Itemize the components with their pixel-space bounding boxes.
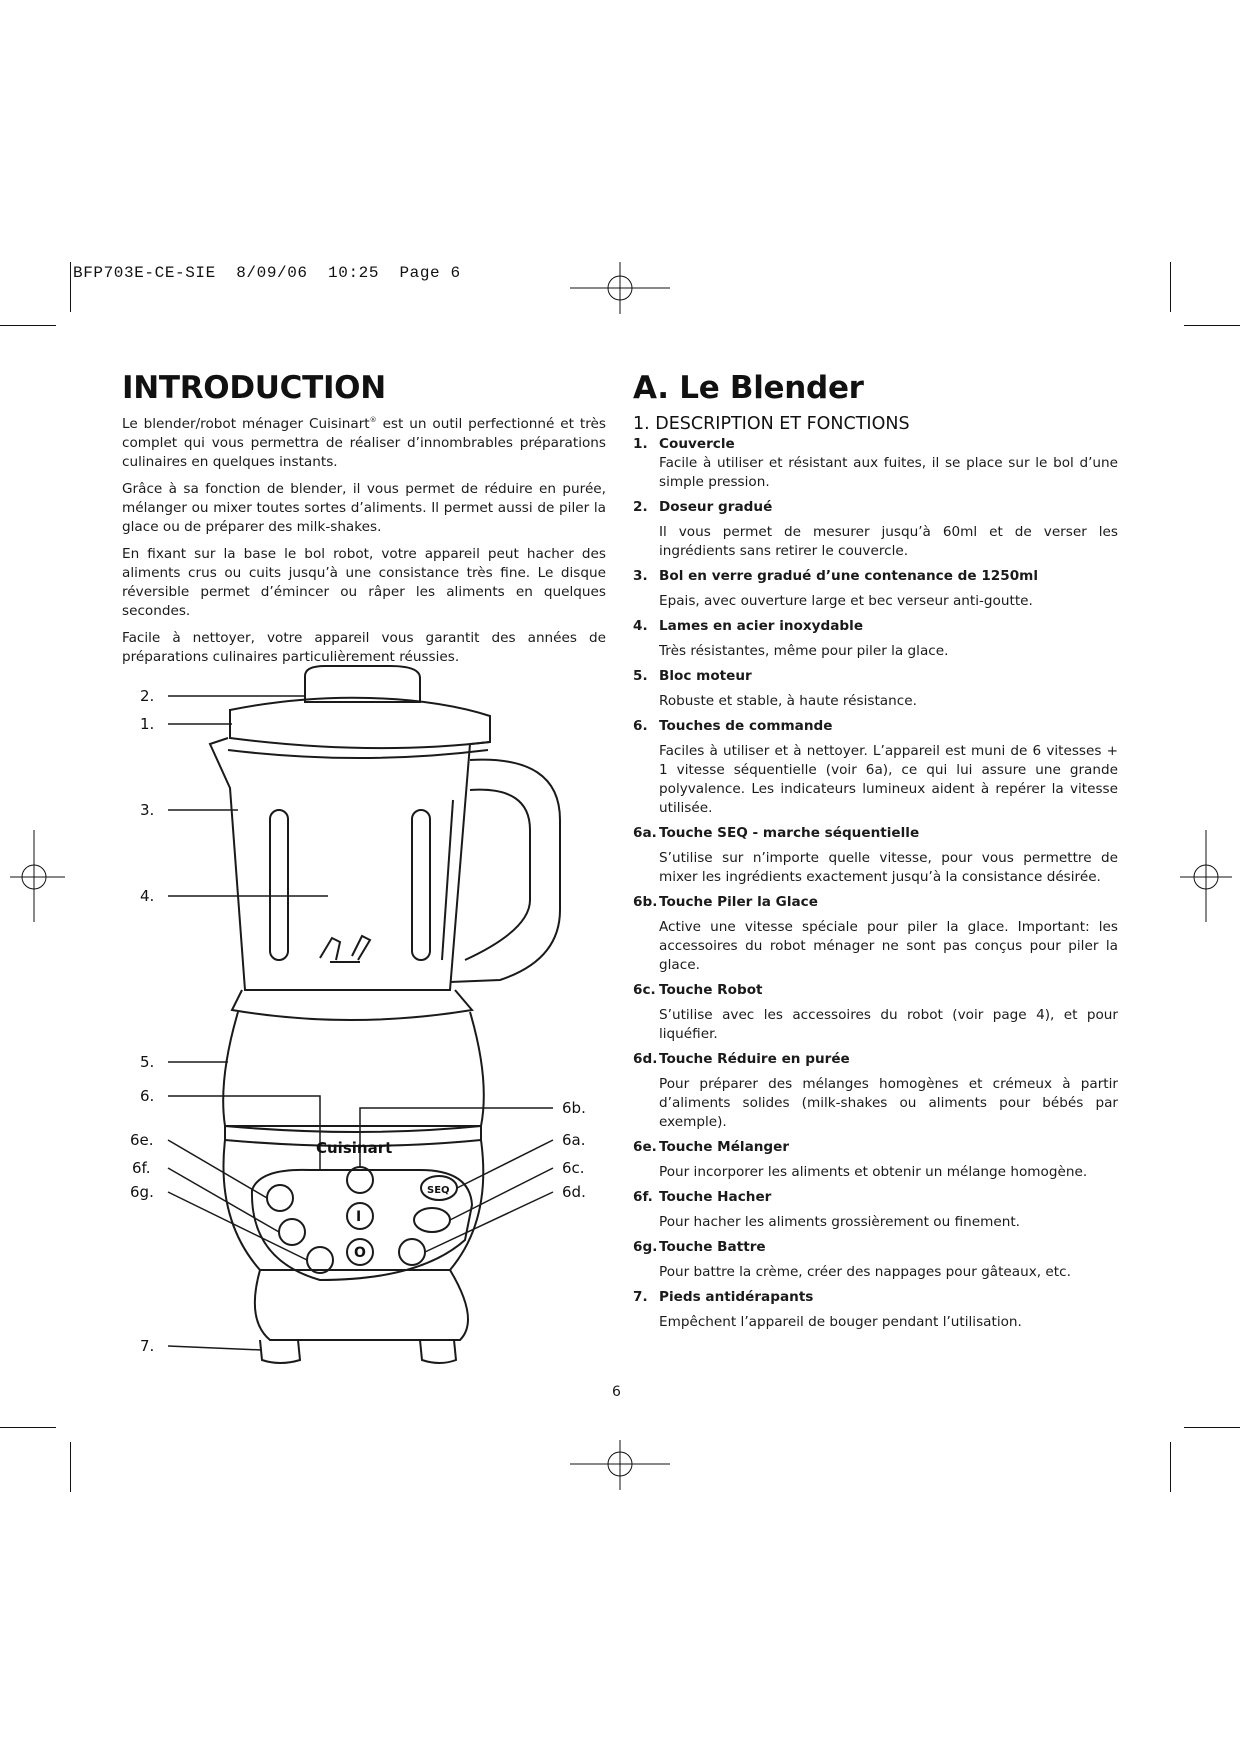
feature-item-heading: Bloc moteur — [659, 668, 752, 684]
feature-item-heading: Lames en acier inoxydable — [659, 618, 864, 634]
crop-mark-tl-h — [0, 325, 56, 326]
feature-item-title — [633, 498, 1118, 517]
feature-item-body: Epais, avec ouverture large et bec verseur anti-goutte. — [659, 593, 1033, 609]
feature-item — [633, 981, 1118, 1044]
callout-6a: 6a. — [562, 1131, 586, 1149]
feature-item-heading: Couvercle — [659, 436, 735, 452]
feature-list — [633, 435, 1118, 1332]
callout-2: 2. — [140, 687, 155, 705]
feature-item-title — [633, 667, 1118, 686]
registration-mark-top — [570, 262, 670, 314]
feature-item-heading: Touche Réduire en purée — [659, 1051, 850, 1067]
feature-item-body: Robuste et stable, à haute résistance. — [659, 693, 917, 709]
feature-item — [633, 1188, 1118, 1232]
feature-item — [633, 1050, 1118, 1132]
page-number: 6 — [612, 1384, 621, 1400]
print-slug: BFP703E-CE-SIE 8/09/06 10:25 Page 6 — [73, 264, 461, 282]
brand-logo: Cuisinart — [316, 1139, 393, 1157]
feature-item-title — [633, 893, 1118, 912]
feature-item-body: Faciles à utiliser et à nettoyer. L’appareil est muni de 6 vitesses + 1 vitesse séquentielle (voir 6a), ce qui lui assure une grande polyvalence. Les indicateurs lumineux aident à repérer la vitesse utilisée. — [659, 743, 1118, 816]
feature-item-number: 1. — [633, 436, 648, 452]
feature-item-number: 6. — [633, 718, 648, 734]
feature-item-heading: Touche Mélanger — [659, 1139, 790, 1155]
feature-item — [633, 498, 1118, 561]
feature-item-number: 6a. — [633, 825, 657, 841]
feature-item — [633, 667, 1118, 711]
feature-item-heading: Touche Robot — [659, 982, 763, 998]
feature-item-body: Pour incorporer les aliments et obtenir un mélange homogène. — [659, 1164, 1088, 1180]
foot-left — [260, 1340, 300, 1363]
feature-item-title — [633, 1188, 1118, 1207]
base-bottom — [255, 1270, 468, 1340]
jar-handle-inner — [465, 790, 530, 960]
feature-item-title — [633, 1238, 1118, 1257]
feature-item-number: 3. — [633, 568, 648, 584]
feature-item — [633, 1288, 1118, 1332]
feature-item-heading: Touche Hacher — [659, 1189, 772, 1205]
feature-item-title — [633, 824, 1118, 843]
crop-mark-tr-v — [1170, 262, 1171, 312]
feature-item-body: S’utilise sur n’importe quelle vitesse, pour vous permettre de mixer les ingrédients exactement jusqu’à la consistance désirée. — [659, 850, 1118, 885]
button-6f — [279, 1219, 305, 1245]
intro-paragraph-3: En fixant sur la base le bol robot, votre appareil peut hacher des aliments crus ou cuits jusqu’à une consistance très fine. Le disque réversible permet d’émincer ou râper les aliments en quelques secondes. — [122, 546, 606, 619]
feature-item-heading: Doseur gradué — [659, 499, 773, 515]
intro-paragraph-1 — [122, 415, 606, 472]
feature-item — [633, 824, 1118, 887]
feature-item — [633, 893, 1118, 975]
feature-item — [633, 1238, 1118, 1282]
intro-paragraph-2: Grâce à sa fonction de blender, il vous permet de réduire en purée, mélanger ou mixer toutes sortes d’aliments. Il permet aussi de piler la glace ou de préparer des milk-shakes. — [122, 481, 606, 535]
jar-rib-right — [412, 810, 430, 960]
feature-item-heading: Bol en verre gradué d’une contenance de 1250ml — [659, 568, 1039, 584]
feature-item-number: 7. — [633, 1289, 648, 1305]
callout-6e: 6e. — [130, 1131, 154, 1149]
jar-rib-left — [270, 810, 288, 960]
feature-item-title — [633, 981, 1118, 1000]
feature-item-heading: Pieds antidérapants — [659, 1289, 814, 1305]
feature-item — [633, 617, 1118, 661]
feature-item-number: 6d. — [633, 1051, 658, 1067]
feature-item-body: Pour battre la crème, créer des nappages pour gâteaux, etc. — [659, 1264, 1071, 1280]
description-section — [633, 415, 1118, 1338]
blades — [320, 936, 370, 962]
feature-item-number: 4. — [633, 618, 648, 634]
button-6e — [267, 1185, 293, 1211]
feature-item-body: Pour hacher les aliments grossièrement ou finement. — [659, 1214, 1020, 1230]
callout-5: 5. — [140, 1053, 155, 1071]
feature-item-number: 6g. — [633, 1239, 658, 1255]
callout-6g: 6g. — [130, 1183, 154, 1201]
feature-item-body: Facile à utiliser et résistant aux fuites, il se place sur le bol d’une simple pression. — [659, 455, 1118, 490]
feature-item-body: Active une vitesse spéciale pour piler la glace. Important: les accessoires du robot ménager ne sont pas conçus pour piler la glace. — [659, 919, 1118, 973]
crop-mark-tl-v — [70, 262, 71, 312]
callout-6f: 6f. — [132, 1159, 151, 1177]
callout-7: 7. — [140, 1337, 155, 1355]
feature-item-number: 6c. — [633, 982, 656, 998]
feature-item-body: S’utilise avec les accessoires du robot (voir page 4), et pour liquéfier. — [659, 1007, 1118, 1042]
feature-item-title — [633, 617, 1118, 636]
feature-item — [633, 435, 1118, 492]
callout-4: 4. — [140, 887, 155, 905]
feature-item-title — [633, 717, 1118, 736]
crop-mark-bl-h — [0, 1427, 56, 1428]
feature-item-body: Empêchent l’appareil de bouger pendant l’utilisation. — [659, 1314, 1022, 1330]
jar-rim-line — [228, 750, 488, 758]
feature-item-heading: Touches de commande — [659, 718, 833, 734]
feature-item-heading: Touche Piler la Glace — [659, 894, 818, 910]
callout-6b: 6b. — [562, 1099, 586, 1117]
callout-6d: 6d. — [562, 1183, 586, 1201]
intro-paragraph-1-end: est un outil perfectionné et très complet qui vous permettra de réaliser d’innombrables préparations culinaires en quelques instants. — [122, 416, 606, 470]
feature-item — [633, 567, 1118, 611]
blender-diagram — [120, 660, 620, 1380]
foot-right — [420, 1340, 456, 1363]
jar-graduation — [442, 800, 453, 960]
feature-item-title — [633, 1288, 1118, 1307]
feature-item-number: 2. — [633, 499, 648, 515]
section-title: 1. DESCRIPTION ET FONCTIONS — [633, 414, 910, 434]
introduction-text — [122, 415, 606, 675]
intro-paragraph-1-rest: ® — [369, 416, 377, 424]
feature-item-title — [633, 1138, 1118, 1157]
callout-6c: 6c. — [562, 1159, 585, 1177]
on-button-label: I — [356, 1209, 362, 1225]
crop-mark-tr-h — [1184, 325, 1240, 326]
registration-mark-bottom — [570, 1440, 670, 1490]
feature-item-number: 6b. — [633, 894, 658, 910]
crop-mark-bl-v — [70, 1442, 71, 1492]
button-6c — [414, 1208, 450, 1232]
feature-item-heading: Touche Battre — [659, 1239, 766, 1255]
callout-1: 1. — [140, 715, 155, 733]
registration-mark-left — [10, 830, 65, 922]
feature-item-body: Très résistantes, même pour piler la glace. — [659, 643, 949, 659]
crop-mark-br-h — [1184, 1427, 1240, 1428]
feature-item-body: Pour préparer des mélanges homogènes et crémeux à partir d’aliments solides (milk-shakes ou aliments pour bébés par exemple). — [659, 1076, 1118, 1130]
off-button-label: O — [354, 1245, 366, 1261]
blender-title: A. Le Blender — [633, 370, 864, 406]
seq-button-label: SEQ — [427, 1185, 450, 1196]
feature-item-title — [633, 567, 1118, 586]
feature-item — [633, 1138, 1118, 1182]
crop-mark-br-v — [1170, 1442, 1171, 1492]
button-6d — [399, 1239, 425, 1265]
jar-collar — [232, 990, 472, 1020]
registration-mark-right — [1180, 830, 1232, 922]
callout-3: 3. — [140, 801, 155, 819]
feature-item-body: Il vous permet de mesurer jusqu’à 60ml et de verser les ingrédients sans retirer le couvercle. — [659, 524, 1118, 559]
feature-item-title — [633, 435, 1118, 454]
intro-paragraph-4: Facile à nettoyer, votre appareil vous garantit des années de préparations culinaires particulièrement réussies. — [122, 630, 606, 665]
motor-base — [223, 1012, 484, 1126]
feature-item-heading: Touche SEQ - marche séquentielle — [659, 825, 920, 841]
feature-item-title — [633, 1050, 1118, 1069]
lid — [230, 698, 490, 748]
feature-item-number: 6e. — [633, 1139, 657, 1155]
feature-item — [633, 717, 1118, 818]
introduction-title: INTRODUCTION — [122, 370, 386, 406]
feature-item-number: 5. — [633, 668, 648, 684]
callout-6: 6. — [140, 1087, 155, 1105]
intro-paragraph-1-start: Le blender/robot ménager Cuisinart — [122, 416, 370, 432]
feature-item-number: 6f. — [633, 1189, 653, 1205]
measuring-cap — [305, 666, 420, 702]
